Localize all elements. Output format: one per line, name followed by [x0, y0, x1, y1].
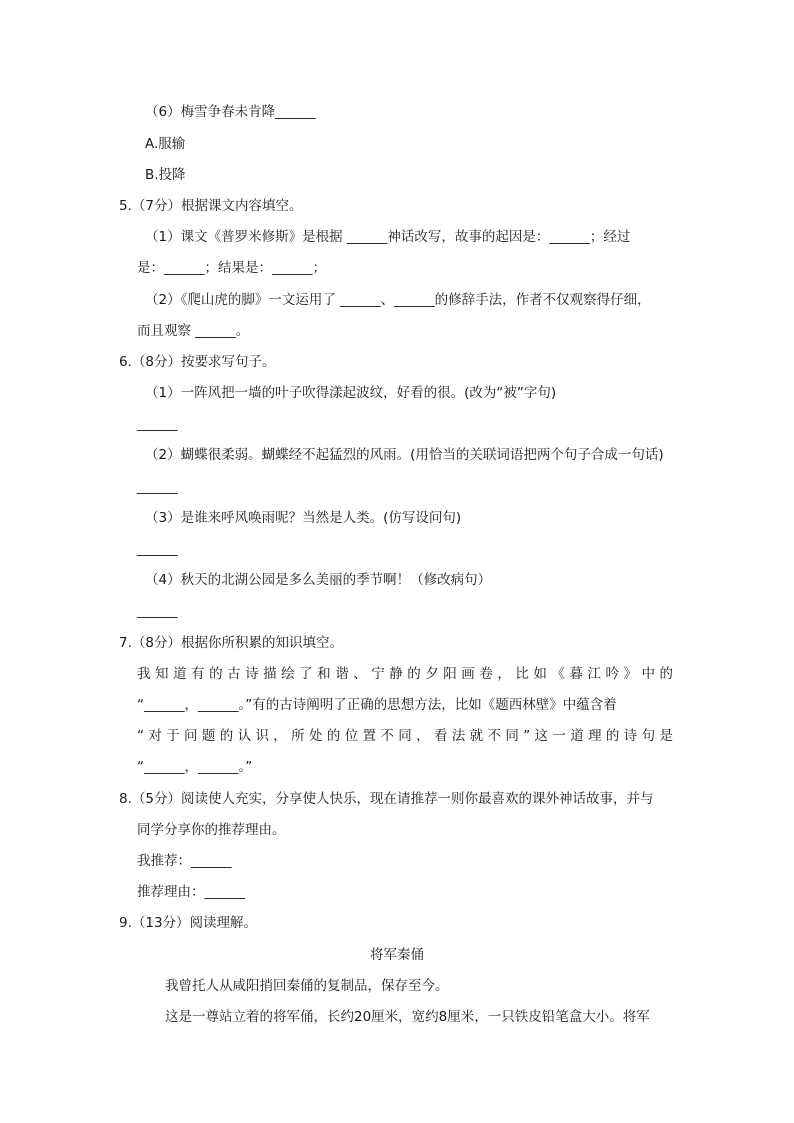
question-7-line-1: 我知道有的古诗描绘了和谐、宁静的夕阳画卷，比如《暮江吟》中的 [137, 666, 673, 682]
answer-blank: ______ [137, 479, 178, 495]
passage-paragraph-1: 我曾托人从咸阳捎回秦俑的复制品，保存至今。 [165, 978, 449, 994]
option-a: A.服输 [145, 136, 186, 152]
question-5-item-1-line-2: 是：______；结果是：______； [137, 260, 326, 276]
reason-line: 推荐理由：______ [137, 884, 245, 900]
question-7-line-2: “______，______。”有的古诗阐明了正确的思想方法，比如《题西林壁》中蕴含着 [137, 697, 617, 713]
question-5-item-2-line-2: 而且观察 ______。 [137, 323, 250, 339]
question-7-line-4: “______，______。” [137, 759, 253, 775]
option-b: B.投降 [145, 167, 186, 183]
question-6-item-4: （4）秋天的北湖公园是多么美丽的季节啊！（修改病句） [145, 572, 492, 588]
question-5-item-1-line-1: （1）课文《普罗米修斯》是根据 ______神话改写，故事的起因是：______；经过 [145, 229, 631, 245]
question-6-item-2: （2）蝴蝶很柔弱。蝴蝶经不起猛烈的风雨。(用恰当的关联词语把两个句子合成一句话) [145, 447, 664, 463]
passage-paragraph-2: 这是一尊站立着的将军俑，长约20厘米，宽约8厘米，一只铁皮铅笔盒大小。将军 [165, 1009, 650, 1025]
answer-blank: ______ [137, 416, 178, 432]
question-6-item-3: （3）是谁来呼风唤雨呢？当然是人类。(仿写设问句) [145, 510, 462, 526]
question-8-heading-line-1: 8.（5分）阅读使人充实，分享使人快乐，现在请推荐一则你最喜欢的课外神话故事，并与 [119, 791, 654, 807]
passage-title: 将军秦俑 [370, 947, 424, 963]
question-5-heading: 5.（7分）根据课文内容填空。 [119, 198, 303, 214]
question-7-line-3: “对于问题的认识，所处的位置不同，看法就不同”这一道理的诗句是 [137, 728, 673, 744]
question-8-heading-line-2: 同学分享你的推荐理由。 [137, 822, 286, 838]
question-5-item-2-line-1: （2）《爬山虎的脚》一文运用了 ______、______的修辞手法，作者不仅观察得仔细， [145, 292, 651, 308]
question-6-heading: 6.（8分）按要求写句子。 [119, 354, 276, 370]
answer-blank: ______ [137, 541, 178, 557]
recommend-line: 我推荐：______ [137, 853, 232, 869]
question-7-heading: 7.（8分）根据你所积累的知识填空。 [119, 635, 343, 651]
answer-blank: ______ [137, 603, 178, 619]
question-9-heading: 9.（13分）阅读理解。 [119, 915, 258, 931]
question-4-item-6: （6）梅雪争春未肯降______ [145, 104, 316, 120]
question-6-item-1: （1）一阵风把一墙的叶子吹得漾起波纹，好看的很。(改为“被”字句) [145, 385, 557, 401]
